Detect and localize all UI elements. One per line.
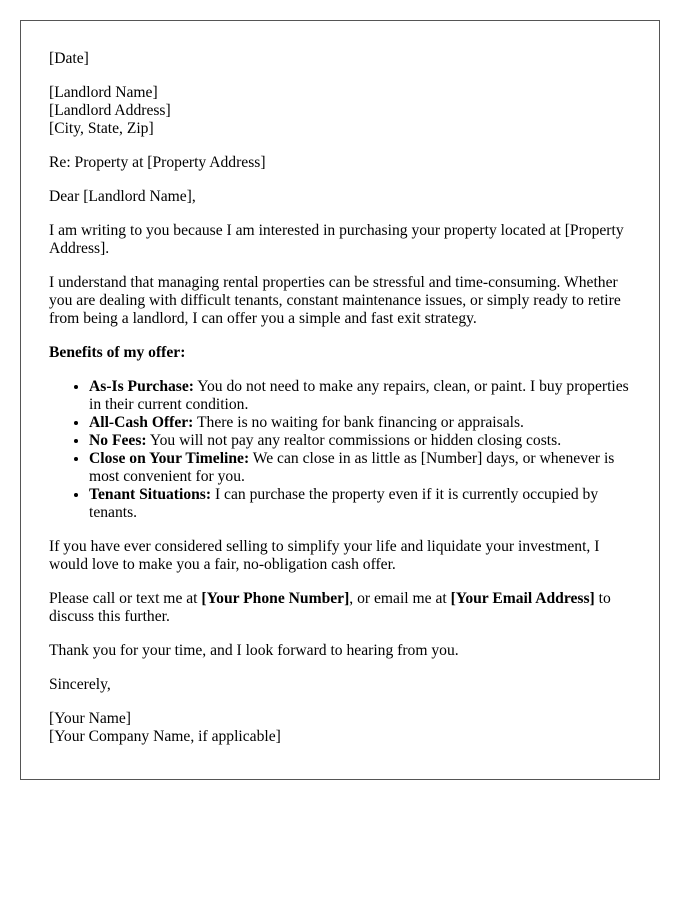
contact-prefix: Please call or text me at — [49, 590, 202, 607]
benefit-text: You will not pay any realtor commissions or hidden closing costs. — [146, 432, 562, 449]
benefit-label: No Fees: — [89, 432, 147, 449]
benefits-heading: Benefits of my offer: — [49, 344, 186, 361]
benefit-text: I can purchase the property even if it is currently occupied by tenants. — [89, 486, 599, 521]
letter-date: [Date] — [49, 50, 89, 67]
benefit-item — [89, 486, 631, 522]
contact-email: [Your Email Address] — [450, 590, 595, 607]
contact-middle: , or email me at — [349, 590, 451, 607]
benefits-list — [49, 378, 631, 522]
benefit-item — [89, 414, 631, 432]
contact-paragraph — [49, 590, 631, 626]
subject-line: Re: Property at [Property Address] — [49, 154, 266, 171]
understanding-paragraph: I understand that managing rental properties can be stressful and time-consuming. Whether you are dealing with difficult tenants, constant maintenance issues, or simply ready to retire from being a landlord, I can offer you a simple and fast exit strategy. — [49, 274, 621, 327]
benefit-item — [89, 378, 631, 414]
letter-page — [20, 20, 660, 780]
contact-suffix: to discuss this further. — [49, 590, 611, 625]
recipient-city-state-zip: [City, State, Zip] — [49, 120, 154, 137]
benefit-label: Close on Your Timeline: — [89, 450, 250, 467]
recipient-name: [Landlord Name] — [49, 84, 158, 101]
benefit-item — [89, 432, 631, 450]
signature-block — [49, 710, 631, 746]
signoff: Sincerely, — [49, 676, 111, 693]
benefit-text: You do not need to make any repairs, clean, or paint. I buy properties in their current condition. — [89, 378, 629, 413]
benefit-label: All-Cash Offer: — [89, 414, 194, 431]
thanks-paragraph: Thank you for your time, and I look forward to hearing from you. — [49, 642, 459, 659]
benefit-item — [89, 450, 631, 486]
signature-company: [Your Company Name, if applicable] — [49, 728, 281, 745]
recipient-block — [49, 84, 631, 138]
contact-phone: [Your Phone Number] — [201, 590, 350, 607]
recipient-address: [Landlord Address] — [49, 102, 171, 119]
benefit-text: We can close in as little as [Number] days, or whenever is most convenient for you. — [89, 450, 615, 485]
signature-name: [Your Name] — [49, 710, 132, 727]
benefit-label: Tenant Situations: — [89, 486, 212, 503]
salutation: Dear [Landlord Name], — [49, 188, 196, 205]
intro-paragraph: I am writing to you because I am interested in purchasing your property located at [Property Address]. — [49, 222, 624, 257]
benefit-text: There is no waiting for bank financing or appraisals. — [193, 414, 524, 431]
closing-paragraph: If you have ever considered selling to simplify your life and liquidate your investment, I would love to make you a fair, no-obligation cash offer. — [49, 538, 600, 573]
benefit-label: As-Is Purchase: — [89, 378, 194, 395]
